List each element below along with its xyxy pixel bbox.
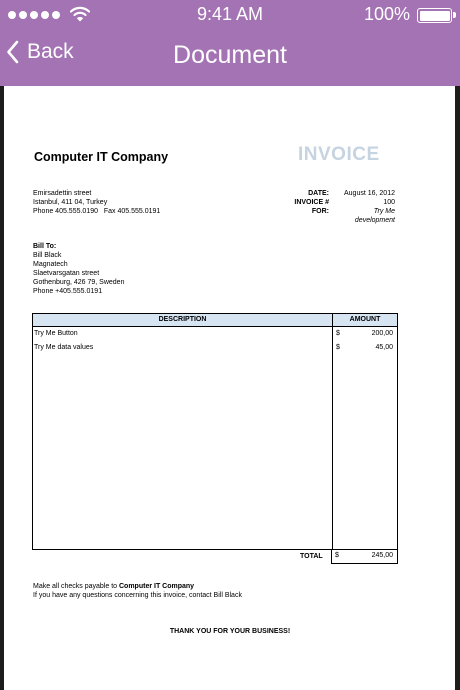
date-label: DATE: bbox=[308, 190, 329, 197]
page-border-left bbox=[0, 86, 4, 690]
row-currency: $ bbox=[336, 330, 340, 337]
invoice-meta-values bbox=[335, 189, 395, 225]
invoice-number-label: INVOICE # bbox=[294, 199, 329, 206]
row-currency: $ bbox=[336, 344, 340, 351]
invoice-table bbox=[32, 313, 398, 550]
for-label: FOR: bbox=[311, 208, 329, 215]
total-amount: 245,00 bbox=[371, 552, 393, 559]
company-address bbox=[33, 189, 160, 216]
bill-to-label: Bill To: bbox=[33, 243, 57, 250]
date-value: August 16, 2012 bbox=[344, 190, 395, 197]
amount-header: AMOUNT bbox=[333, 314, 397, 327]
total-currency: $ bbox=[335, 552, 339, 559]
address-line: Emirsadettin street bbox=[33, 190, 92, 197]
for-value-continued: development bbox=[354, 217, 395, 224]
battery-icon bbox=[417, 8, 452, 23]
total-box bbox=[331, 550, 398, 564]
company-name: Computer IT Company bbox=[34, 150, 169, 164]
description-header: DESCRIPTION bbox=[33, 314, 332, 327]
bill-to-line: Phone +405.555.0191 bbox=[33, 288, 103, 295]
bill-to-line: Magnatech bbox=[33, 261, 68, 268]
row-amount: 45,00 bbox=[375, 344, 393, 351]
payable-line bbox=[33, 582, 242, 591]
row-description: Try Me Button bbox=[34, 330, 78, 337]
bill-to-line: Slaetvarsgatan street bbox=[33, 270, 100, 277]
row-description: Try Me data values bbox=[34, 344, 94, 351]
address-line: Phone 405.555.0190 Fax 405.555.0191 bbox=[33, 208, 161, 215]
invoice-heading: INVOICE bbox=[298, 144, 380, 165]
back-label: Back bbox=[27, 40, 74, 63]
invoice-meta-labels bbox=[280, 189, 329, 216]
battery-percent: 100% bbox=[363, 4, 410, 24]
for-value: Try Me bbox=[373, 208, 395, 215]
app-header bbox=[0, 0, 460, 86]
thank-you-message: THANK YOU FOR YOUR BUSINESS! bbox=[169, 628, 291, 635]
payable-prefix: Make all checks payable to bbox=[33, 583, 119, 590]
bill-to-line: Bill Black bbox=[33, 252, 62, 259]
page-title: Document bbox=[173, 41, 287, 69]
page-border-right bbox=[455, 86, 460, 690]
row-amount: 200,00 bbox=[371, 330, 393, 337]
status-bar bbox=[0, 0, 460, 30]
bill-to-block bbox=[33, 242, 124, 296]
status-time: 9:41 AM bbox=[196, 4, 264, 24]
total-label: TOTAL bbox=[300, 553, 323, 560]
bill-to-line: Gothenburg, 426 79, Sweden bbox=[33, 279, 125, 286]
navigation-bar bbox=[0, 30, 460, 86]
column-divider bbox=[332, 314, 333, 549]
chevron-left-icon bbox=[6, 40, 19, 64]
questions-line: If you have any questions concerning this invoice, contact Bill Black bbox=[33, 592, 242, 599]
back-button[interactable] bbox=[6, 40, 74, 64]
payment-note bbox=[33, 582, 242, 600]
address-line: Istanbul, 411 04, Turkey bbox=[33, 199, 108, 206]
invoice-number-value: 100 bbox=[383, 199, 395, 206]
payable-company: Computer IT Company bbox=[119, 583, 195, 590]
